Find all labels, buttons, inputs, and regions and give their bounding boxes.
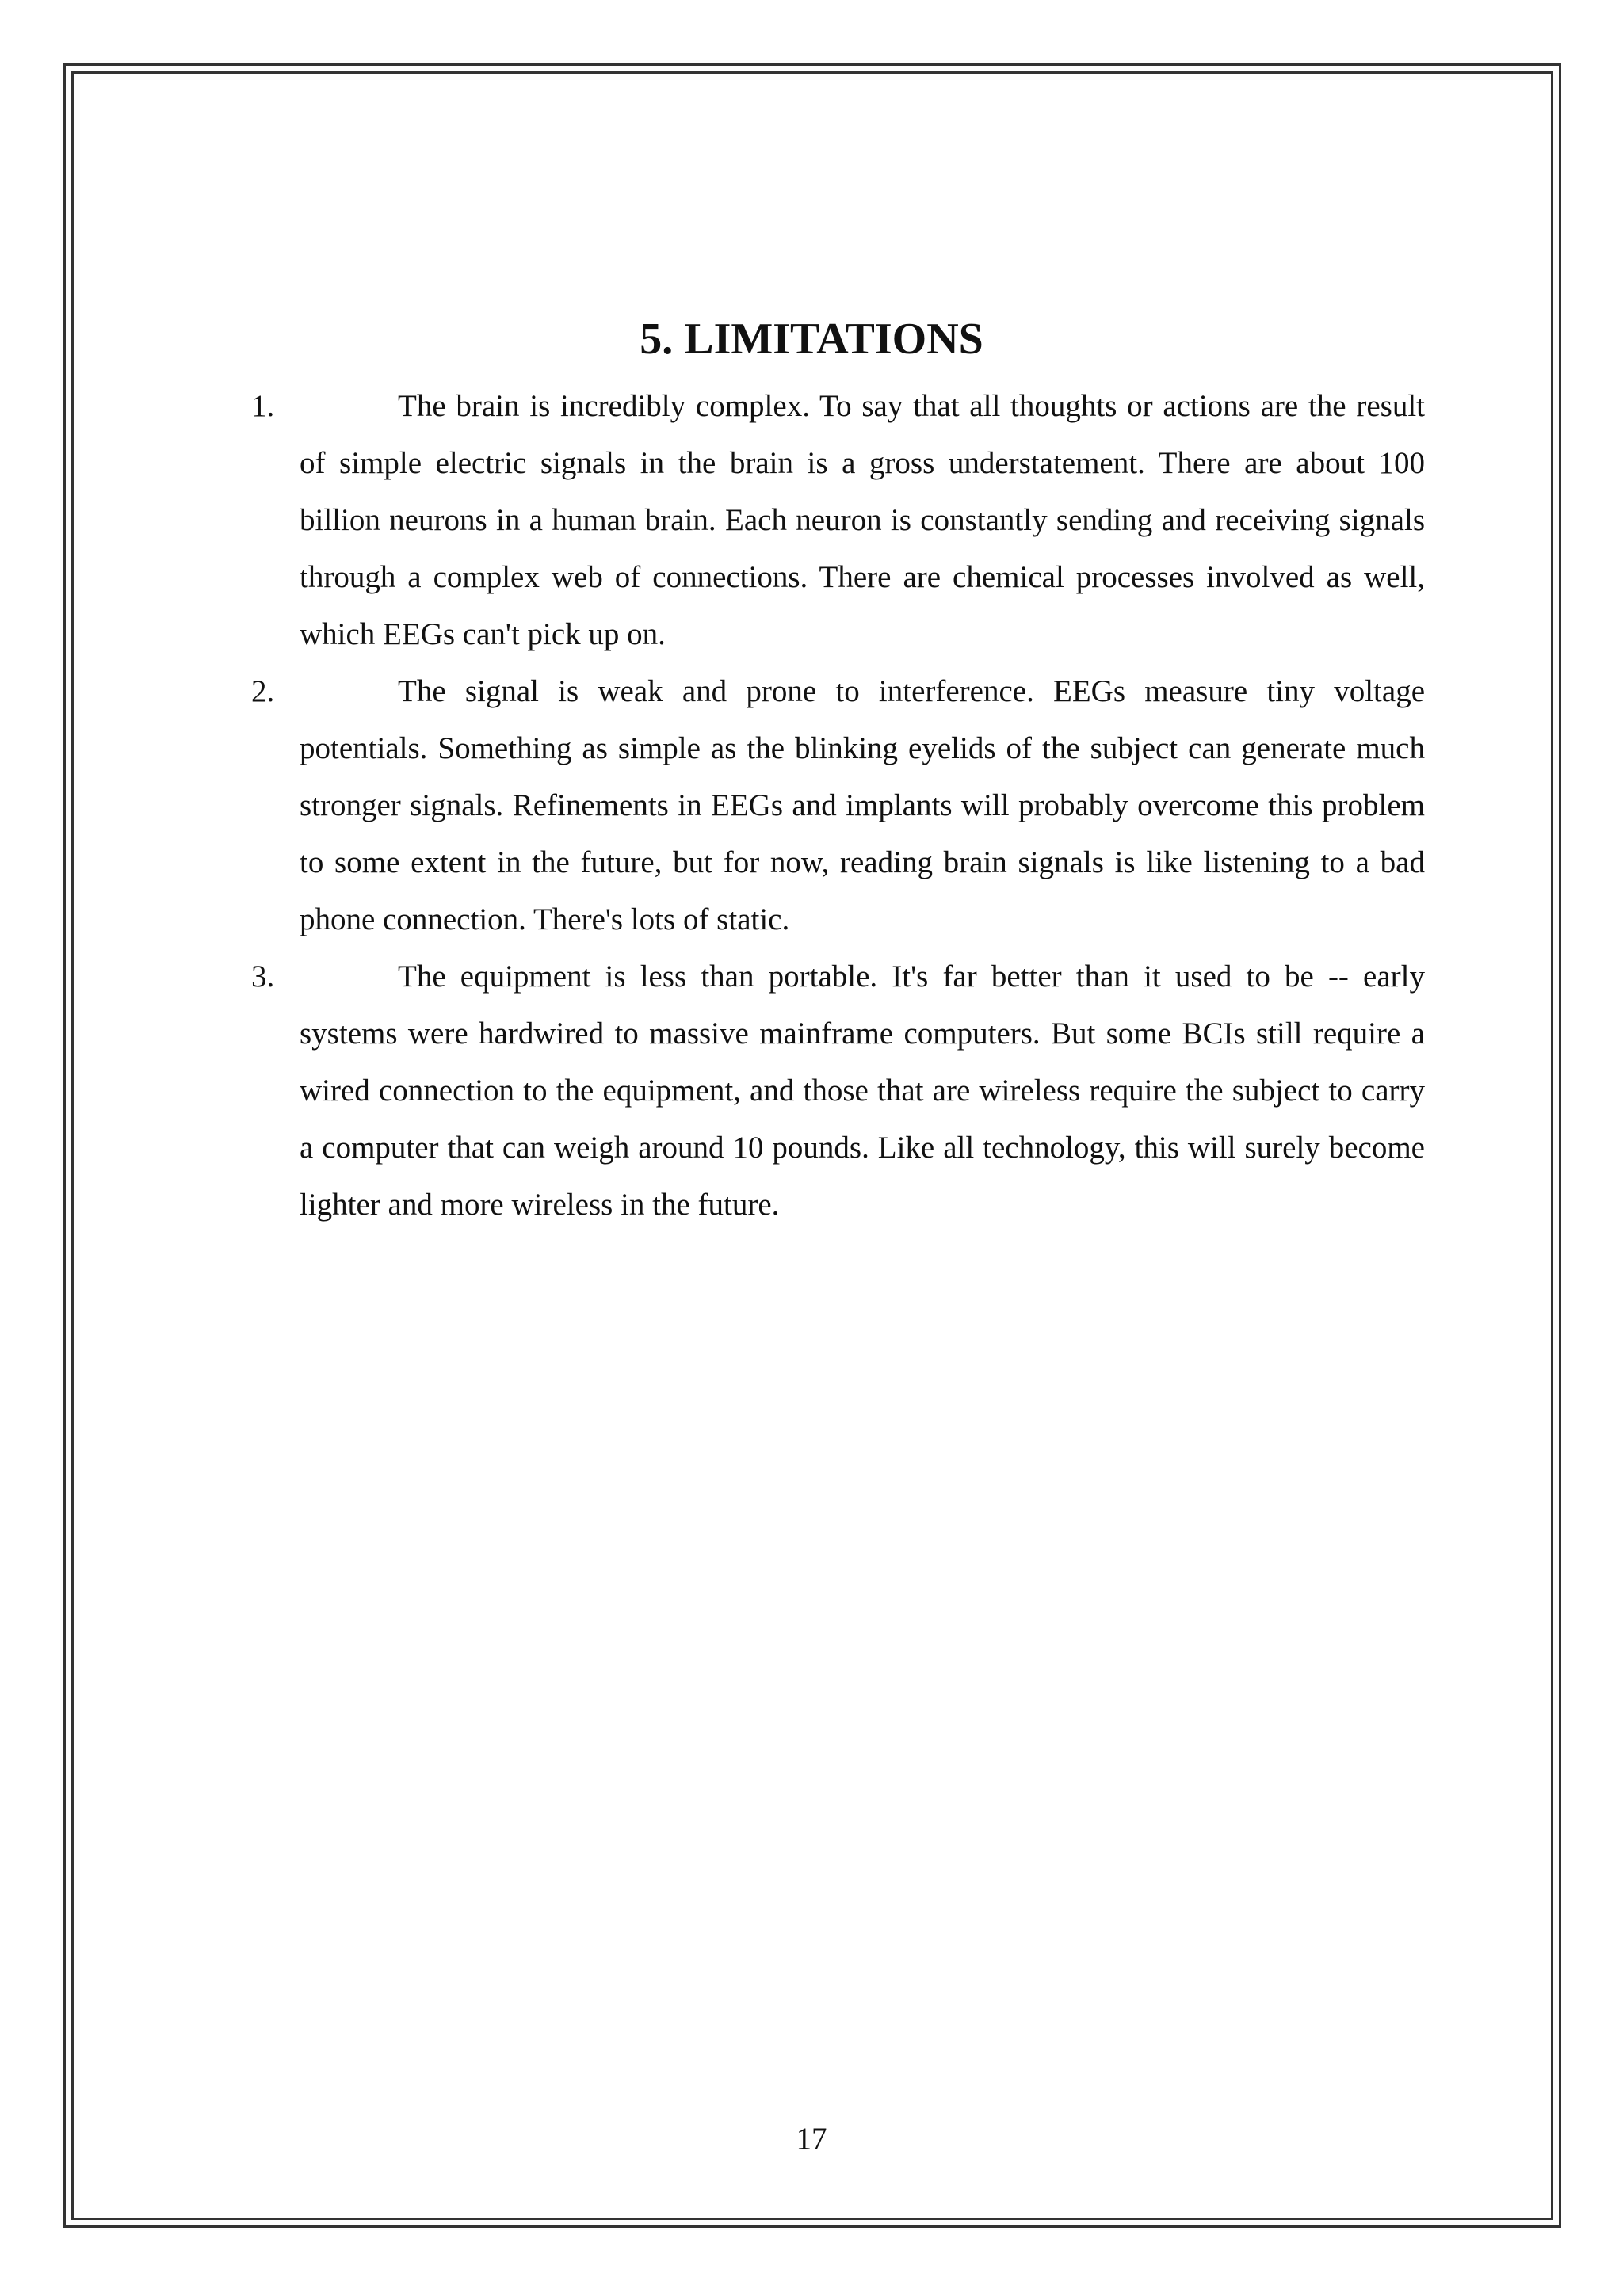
- list-item: [0, 378, 1623, 663]
- list-item-number: 3.: [251, 959, 275, 994]
- limitations-list: [0, 378, 1623, 1234]
- list-item-number: 1.: [251, 389, 275, 423]
- page-number: 17: [796, 2122, 827, 2156]
- section-heading: 5. LIMITATIONS: [640, 315, 983, 364]
- list-item: [0, 948, 1623, 1234]
- list-item-text: The equipment is less than portable. It's far better than it used to be -- early systems were hardwired to massive mainframe computers. But some BCIs still require a wired connection to the equipment, and those that are wireless require the subject to carry a computer that can weigh around 10 pounds. Like all technology, this will surely become lighter and more wireless in the future.: [300, 959, 1425, 1222]
- list-item-text: The signal is weak and prone to interference. EEGs measure tiny voltage potentials. Something as simple as the blinking eyelids of the subject can generate much stronger signals. Refinements in EEGs and implants will probably overcome this problem to some extent in the future, but for now, reading brain signals is like listening to a bad phone connection. There's lots of static.: [300, 674, 1425, 936]
- list-item-number: 2.: [251, 674, 275, 708]
- list-item: [0, 663, 1623, 948]
- list-item-text: The brain is incredibly complex. To say that all thoughts or actions are the result of simple electric signals in the brain is a gross understatement. There are about 100 billion neurons in a human brain. Each neuron is constantly sending and receiving signals through a complex web of connections. There are chemical processes involved as well, which EEGs can't pick up on.: [300, 389, 1425, 651]
